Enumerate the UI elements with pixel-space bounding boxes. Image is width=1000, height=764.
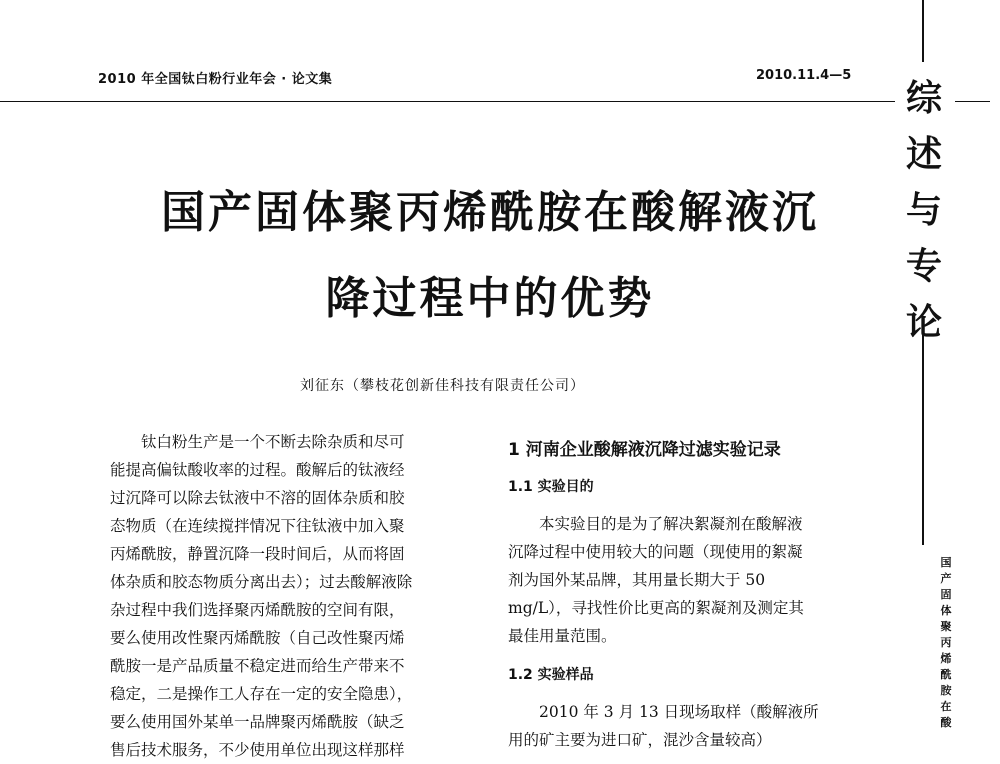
body-line: 要么使用国外某单一品牌聚丙烯酰胺（缺乏 [110, 713, 405, 731]
body-line: 要么使用改性聚丙烯酰胺（自己改性聚丙烯 [110, 629, 405, 647]
section-label-char: 专 [905, 245, 942, 287]
paper-title-line-1: 国产固体聚丙烯酰胺在酸解液沉 [161, 187, 819, 238]
header-rule-stub [955, 101, 990, 102]
body-line: 杂过程中我们选择聚丙烯酰胺的空间有限， [110, 601, 405, 619]
body-line: 用的矿主要为进口矿，混沙含量较高） [508, 731, 772, 749]
body-line: 稳定，二是操作工人存在一定的安全隐患）， [110, 685, 413, 703]
section-label-char: 论 [905, 301, 942, 343]
paper-title-line-2: 降过程中的优势 [325, 273, 655, 324]
running-title-char: 烯 [940, 652, 952, 665]
running-header-left: 2010 年全国钛白粉行业年会 · 论文集 [98, 72, 333, 87]
body-line: 售后技术服务，不少使用单位出现这样那样 [110, 741, 405, 759]
running-title-char: 固 [940, 588, 952, 601]
header-rule [0, 101, 895, 102]
running-title-char: 产 [940, 572, 952, 585]
body-line: 本实验目的是为了解决絮凝剂在酸解液 [539, 515, 803, 533]
section-label-vertical [896, 70, 952, 350]
running-header-date: 2010.11.4—5 [756, 68, 852, 83]
section-label-char: 综 [905, 77, 942, 119]
running-title-char: 国 [940, 556, 952, 569]
side-divider-middle [922, 320, 924, 545]
running-title-char: 聚 [940, 620, 952, 633]
author-affiliation: 刘征东（攀枝花创新佳科技有限责任公司） [300, 378, 585, 394]
running-title-vertical [936, 555, 956, 731]
subsection-heading-1-1: 1.1 实验目的 [508, 479, 594, 495]
body-line: 能提高偏钛酸收率的过程。酸解后的钛液经 [110, 461, 405, 479]
running-title-char: 体 [940, 604, 952, 617]
running-title-char: 胺 [940, 684, 952, 697]
running-title-char: 在 [940, 700, 952, 713]
body-line: 态物质（在连续搅拌情况下往钛液中加入聚 [110, 517, 405, 535]
section-heading-1: 1 河南企业酸解液沉降过滤实验记录 [508, 440, 781, 460]
section-label-char: 述 [905, 133, 942, 175]
left-column-body [110, 428, 488, 764]
body-line: mg/L），寻找性价比更高的絮凝剂及测定其 [508, 599, 804, 617]
body-line: 体杂质和胶态物质分离出去）；过去酸解液除 [110, 573, 413, 591]
running-title-char: 酸 [940, 716, 952, 729]
subsection-heading-1-2: 1.2 实验样品 [508, 667, 594, 683]
right-column-body [508, 435, 860, 754]
body-line: 沉降过程中使用较大的问题（现使用的絮凝 [508, 543, 803, 561]
body-line: 丙烯酰胺，静置沉降一段时间后，从而将固 [110, 545, 405, 563]
running-title-char: 酰 [940, 668, 952, 681]
body-line: 最佳用量范围。 [508, 627, 617, 645]
body-line: 过沉降可以除去钛液中不溶的固体杂质和胶 [110, 489, 405, 507]
body-line: 剂为国外某品牌，其用量长期大于 50 [508, 571, 766, 589]
body-line: 钛白粉生产是一个不断去除杂质和尽可 [141, 433, 405, 451]
section-label-char: 与 [905, 189, 942, 231]
body-line: 酰胺一是产品质量不稳定进而给生产带来不 [110, 657, 405, 675]
side-divider-top [922, 0, 924, 62]
body-line: 2010 年 3 月 13 日现场取样（酸解液所 [539, 703, 819, 721]
running-title-char: 丙 [940, 636, 952, 649]
paper-title [100, 170, 880, 342]
